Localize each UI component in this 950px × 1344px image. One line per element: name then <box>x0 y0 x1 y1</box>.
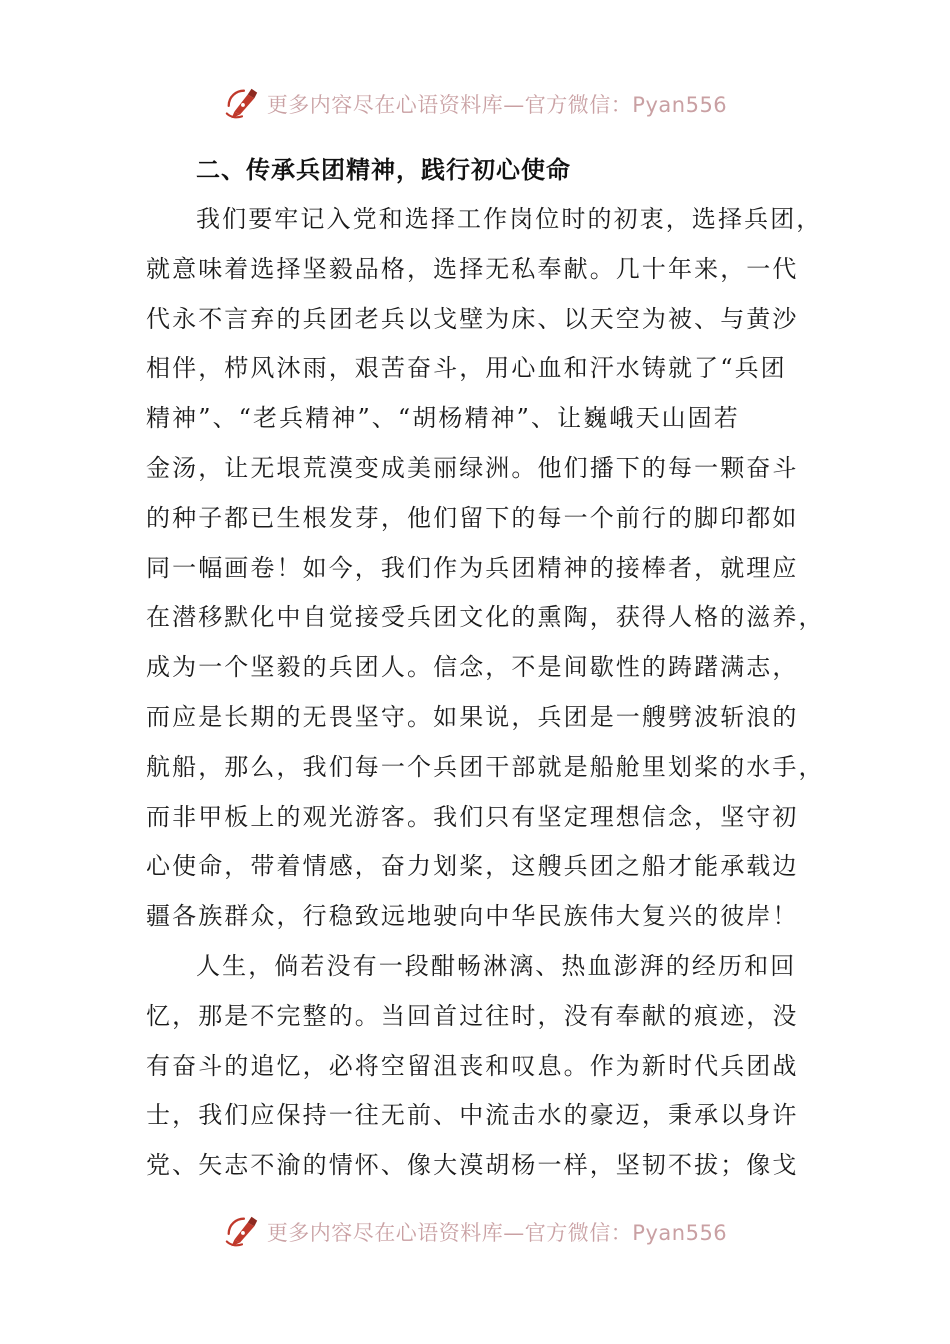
text-line: 同一幅画卷！如今，我们作为兵团精神的接棒者，就理应 <box>146 553 799 582</box>
text-line: 党、矢志不渝的情怀、像大漠胡杨一样，坚韧不拔；像戈 <box>146 1151 799 1180</box>
paragraph-2 <box>146 942 806 1191</box>
header-watermark-banner <box>0 80 950 128</box>
text-line: 我们要牢记入党和选择工作岗位时的初衷，选择兵团， <box>196 205 823 233</box>
paragraph-1 <box>146 195 825 942</box>
text-line: 在潜移默化中自觉接受兵团文化的熏陶，获得人格的滋养， <box>146 603 825 632</box>
text-line: 的种子都已生根发芽，他们留下的每一个前行的脚印都如 <box>146 503 799 532</box>
text-line: 而非甲板上的观光游客。我们只有坚定理想信念，坚守初 <box>146 802 799 831</box>
watermark-text: 更多内容尽在心语资料库—官方微信：Pyan556 <box>266 93 728 117</box>
text-line: 忆，那是不完整的。当回首过往时，没有奉献的痕迹，没 <box>146 1001 799 1030</box>
footer-watermark-banner <box>0 1208 950 1256</box>
text-line: 精神”、“老兵精神”、“胡杨精神”、让巍峨天山固若 <box>146 404 740 433</box>
pen-nib-icon <box>223 1213 261 1251</box>
text-line: 士，我们应保持一往无前、中流击水的豪迈，秉承以身许 <box>146 1101 799 1130</box>
text-line: 代永不言弃的兵团老兵以戈壁为床、以天空为被、与黄沙 <box>146 304 799 333</box>
section-heading: 二、传承兵团精神，践行初心使命 <box>196 156 571 184</box>
text-line: 就意味着选择坚毅品格，选择无私奉献。几十年来，一代 <box>146 254 799 283</box>
watermark-text: 更多内容尽在心语资料库—官方微信：Pyan556 <box>266 1221 728 1245</box>
pen-nib-icon <box>223 85 261 123</box>
text-line: 航船，那么，我们每一个兵团干部就是船舱里划桨的水手， <box>146 752 825 781</box>
text-line: 有奋斗的追忆，必将空留沮丧和叹息。作为新时代兵团战 <box>146 1051 799 1080</box>
text-line: 而应是长期的无畏坚守。如果说，兵团是一艘劈波斩浪的 <box>146 702 799 731</box>
text-line: 疆各族群众，行稳致远地驶向中华民族伟大复兴的彼岸！ <box>146 902 799 931</box>
text-line: 成为一个坚毅的兵团人。信念，不是间歇性的踌躇满志， <box>146 653 799 682</box>
body-text <box>146 195 825 1191</box>
text-line: 相伴，栉风沐雨，艰苦奋斗，用心血和汗水铸就了“兵团 <box>146 354 787 383</box>
text-line: 人生，倘若没有一段酣畅淋漓、热血澎湃的经历和回 <box>196 951 797 980</box>
text-line: 心使命，带着情感，奋力划桨，这艘兵团之船才能承载边 <box>146 852 799 881</box>
text-line: 金汤，让无垠荒漠变成美丽绿洲。他们播下的每一颗奋斗 <box>146 453 799 482</box>
